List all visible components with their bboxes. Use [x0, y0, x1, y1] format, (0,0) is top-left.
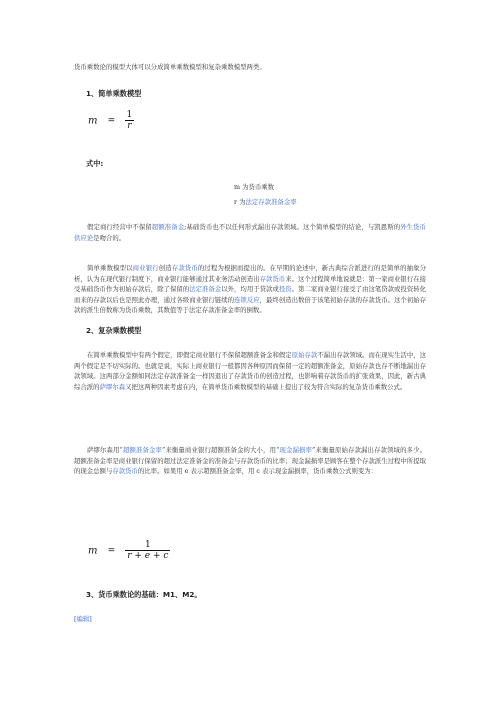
section1-paragraph2 [74, 263, 426, 316]
inline-link[interactable]: 原始存款 [291, 351, 318, 359]
section1-heading: 1、简单乘数模型 [86, 89, 142, 98]
complex-multiplier-formula [88, 540, 170, 562]
formula2-eq: = [107, 546, 116, 556]
text-run: ”来衡量原始存款漏出存款领域的多少。超额准备金率是商业银行保留的超过法定准备金的准备金与存款货币的比率；现金漏损率是顾客在整个存款派生过程中所提取的现金总额与 [74, 446, 426, 476]
inline-link[interactable]: 连锁反应 [234, 295, 260, 304]
inline-link[interactable]: 存款货币 [259, 274, 286, 283]
text-run: 简单乘数模型以 [87, 264, 133, 272]
inline-link[interactable]: 投资 [278, 285, 292, 294]
text-run: 创造 [158, 264, 172, 272]
text-run: 不漏出存款领域。而在现实生活中，这两个假定是不切实际的。也就是说，实际上商业银行一般都因各种原因而保留一定的超额准备金，原始存款也存不断地漏出存款领域。这两部分金额如同法定存款准备金一样因退出了存款货币的创造过程，也影响着存款货币的扩张效果，因此，新古典综合派的 [74, 351, 427, 391]
inline-link[interactable]: 法定准备金 [189, 285, 222, 294]
text-run: ，最终创造出数倍于该笔初始存款的存款货币。这个初始存款的派生倍数称为货币乘数，其数值等于法定存款准备金率的倒数。 [74, 295, 427, 315]
where-label: 式中: [86, 159, 104, 168]
inline-link[interactable]: 存款货币 [112, 467, 138, 476]
formula2-denominator: r + e + c [127, 551, 169, 561]
inline-link[interactable]: 萨缪尔森 [99, 382, 126, 391]
text-run: 的比率。如果用 e 表示超额准备金率，用 c 表示现金漏损率，货币乘数公式则变为： [137, 467, 378, 476]
inline-link[interactable]: 外生货币供应论 [74, 223, 427, 242]
text-run: 来。这个过程简单地说就是：第一家商业银行在接受基础货币作为初始存款后，除了保留的 [74, 274, 427, 294]
text-run: 。第二家商业银行接受了由这笔贷款或投资转化而来的存款以后也是照此办理，通过各级商业银行链续的 [74, 285, 427, 304]
edit-link[interactable]: [编辑] [74, 615, 92, 623]
inline-link[interactable]: 商业银行 [132, 264, 159, 272]
text-run: 假定商行经营中不保留 [87, 223, 152, 231]
formula2-fraction [125, 540, 170, 562]
section3-heading: 3、货币乘数论的基础：M1、M2。 [86, 590, 202, 599]
inline-link[interactable]: 现金漏损率 [279, 446, 313, 454]
def-r [234, 196, 297, 208]
formula1-numerator: 1 [126, 110, 133, 120]
text-run: 的过程为根据而提出的。在早期的论述中，新古典综合派进行的是简单的抽象分析，认为在现代银行制度下，商业银行能够通过其业务活动创造出 [74, 264, 427, 283]
simple-multiplier-formula [88, 110, 134, 132]
formula1-fraction [125, 110, 133, 132]
formula1-lhs: m [88, 115, 98, 127]
formula2-numerator: 1 [144, 540, 151, 550]
inline-link[interactable]: 超额准备金 [151, 223, 185, 231]
section2-paragraph2 [74, 445, 426, 477]
text-run: 又把这两种因素考虑在内，在简单货币乘数模型的基础上提出了较为符合实际的复杂货币乘数公式。 [125, 382, 407, 391]
section2-heading: 2、复杂乘数模型 [86, 326, 142, 335]
inline-link[interactable]: 超额准备金率 [122, 446, 163, 454]
intro-paragraph: 货币乘数论的模型大体可以分成简单乘数模型和复杂乘数模型两类。 [74, 63, 266, 71]
formula1-eq: = [107, 116, 116, 126]
def-r-link[interactable]: 法定存款准备金率 [245, 198, 297, 206]
inline-link[interactable]: 存款货币 [171, 264, 198, 272]
text-run: 以外，均用于贷款或 [221, 285, 279, 294]
text-run: ;基础货币也不以任何形式漏出存款领域。这个简单模型的结论，与凯恩斯的 [184, 223, 401, 231]
def-r-prefix: r 为 [234, 198, 246, 206]
text-run: 是吻合的。 [93, 233, 126, 242]
formula1-denominator: r [127, 121, 132, 131]
text-run: 在简单乘数模型中有两个假定，即假定商业银行不保留超额准备金和假定 [87, 351, 292, 359]
section1-paragraph1 [74, 222, 426, 243]
text-run: ”来衡量商业银行超额准备金的大小，用“ [162, 446, 280, 454]
formula2-lhs: m [88, 545, 98, 557]
text-run: 萨缪尔森用“ [87, 446, 123, 454]
def-m: m 为货币乘数 [234, 183, 275, 191]
section2-paragraph1 [74, 350, 426, 392]
